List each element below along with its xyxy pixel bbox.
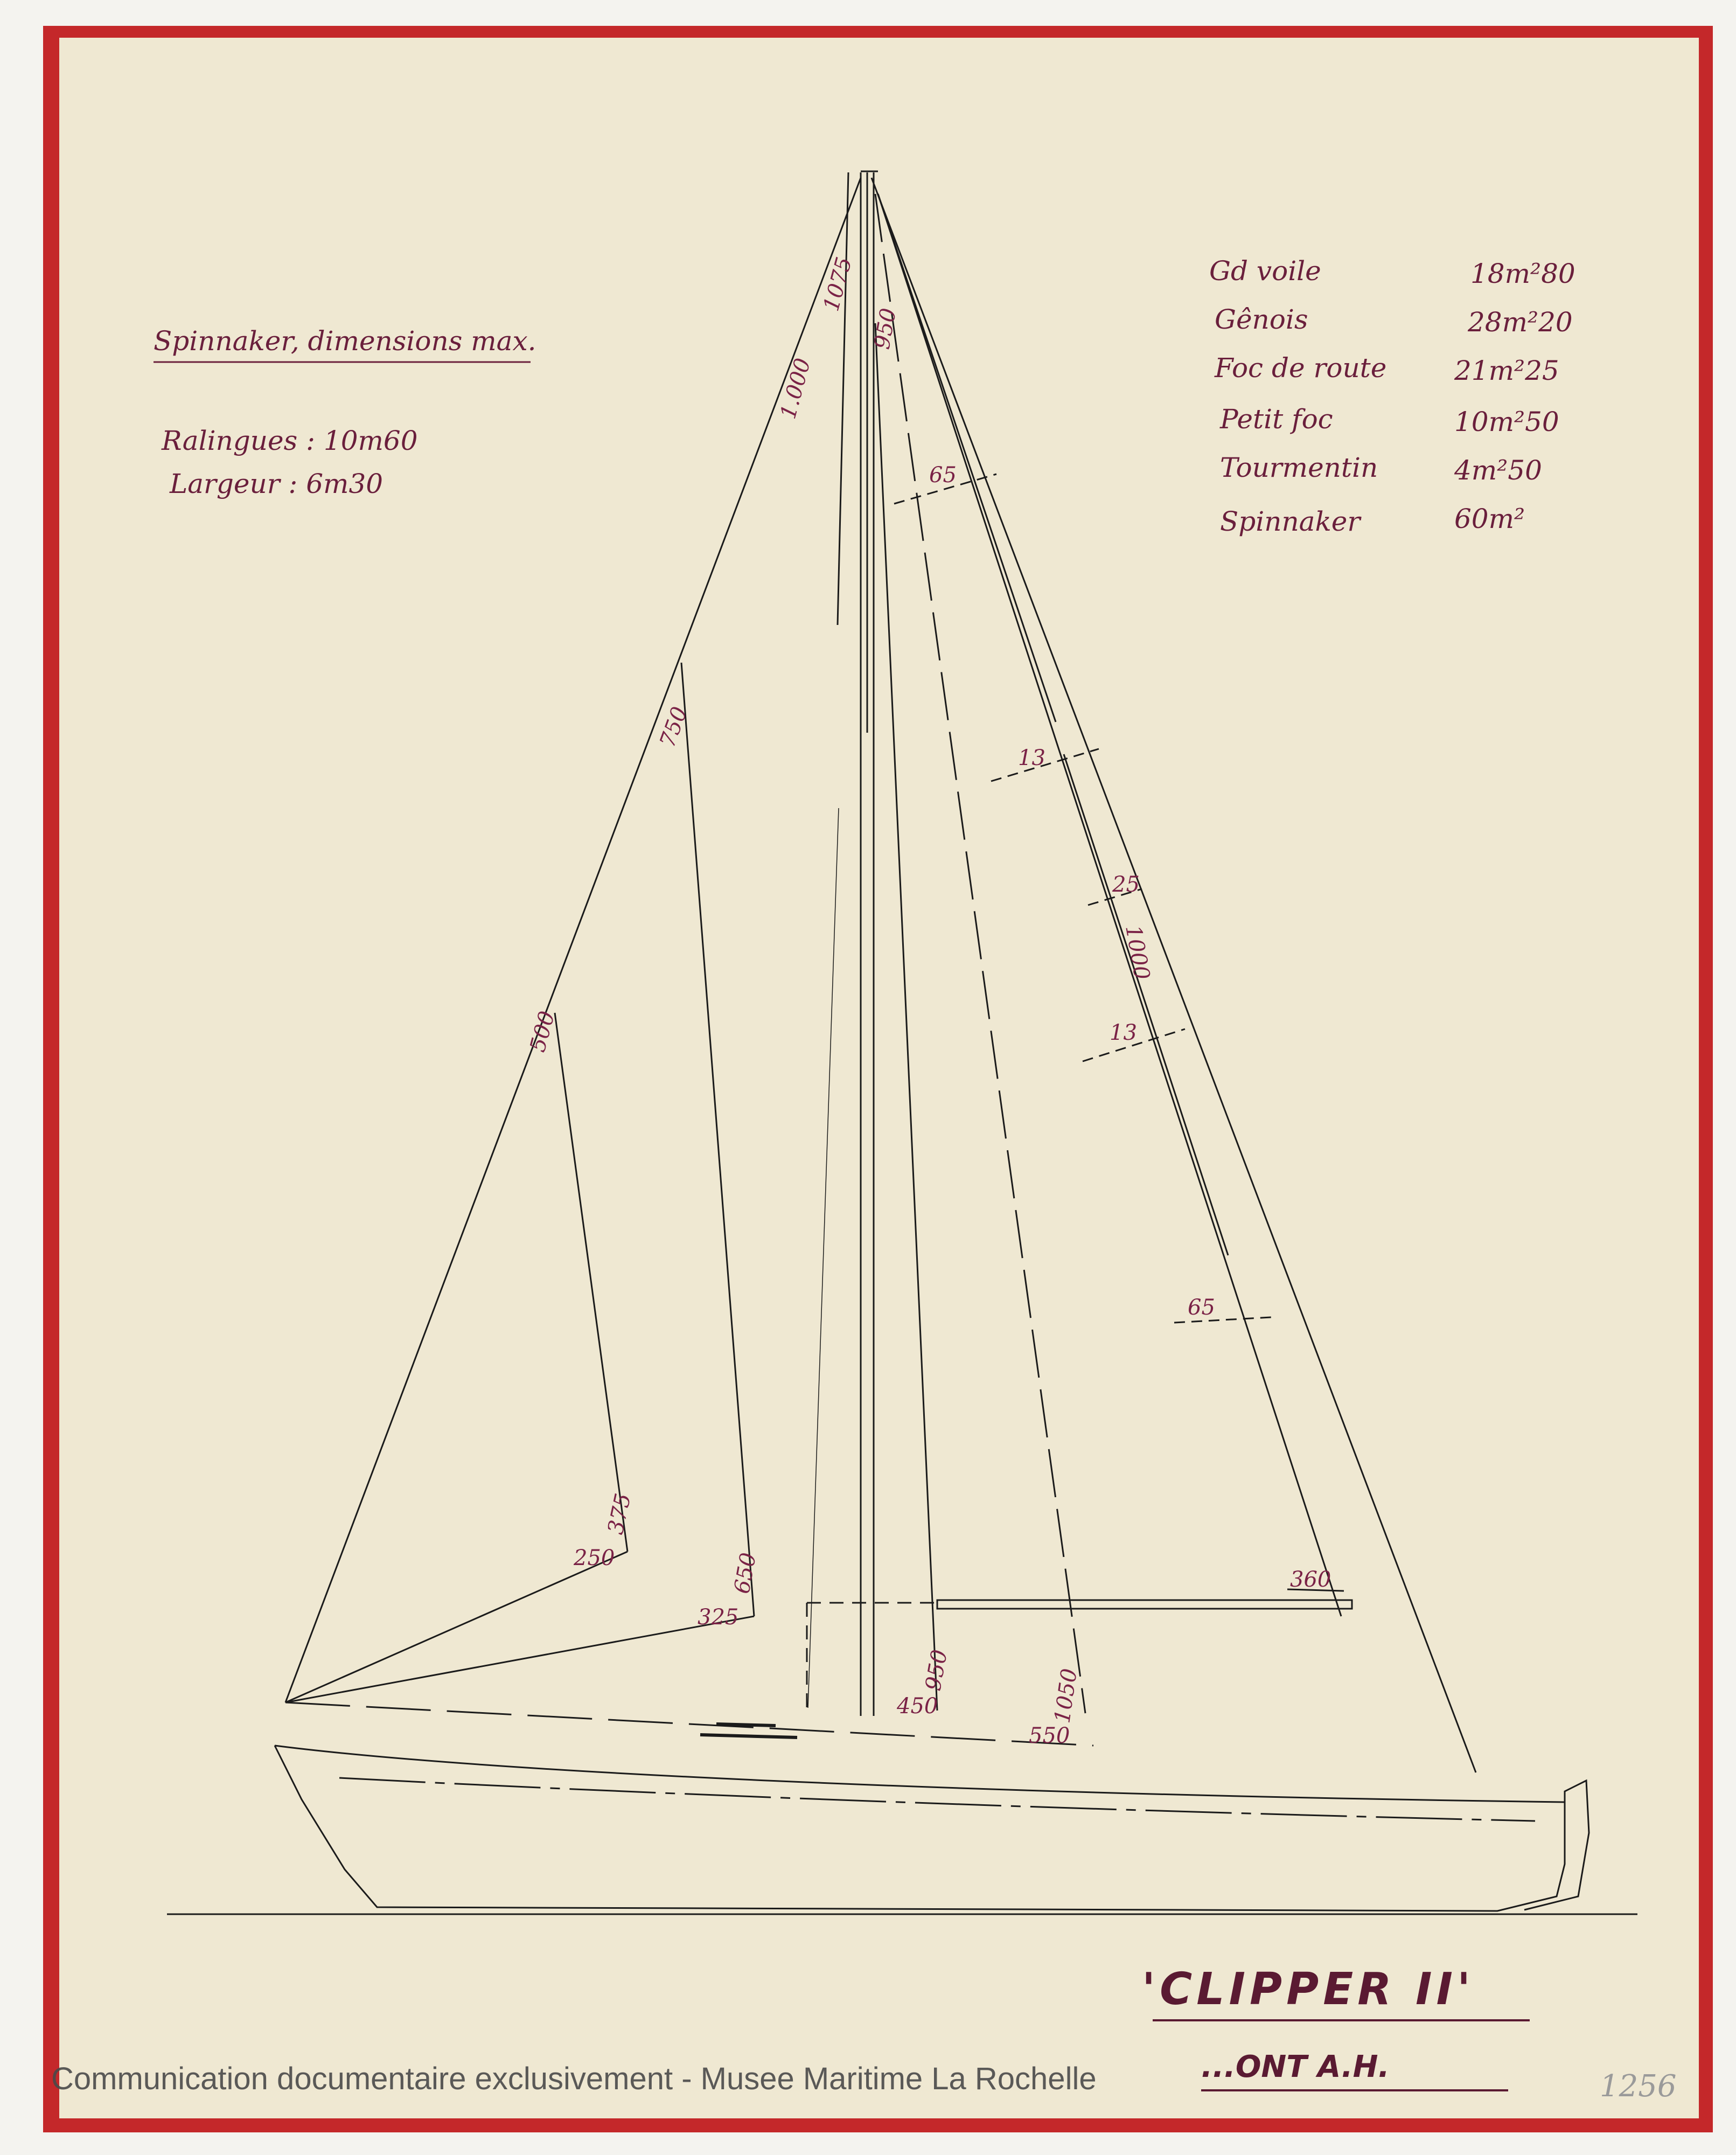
dim-360: 360 — [1290, 1567, 1331, 1592]
dim-325: 325 — [698, 1605, 739, 1630]
sail-area-table — [1209, 255, 1575, 537]
dim-250: 250 — [574, 1546, 615, 1570]
main-foot — [285, 1616, 754, 1702]
mast-inner-2 — [838, 172, 848, 625]
watermark: Communication documentaire exclusivement - Musee Maritime La Rochelle — [51, 2061, 1097, 2096]
dim-750: 750 — [655, 703, 693, 751]
dim-13-a: 13 — [1018, 746, 1045, 770]
sail-area: 60m² — [1454, 503, 1525, 534]
jib-luff — [878, 194, 1056, 722]
sail-area: 4m²50 — [1454, 455, 1542, 486]
dim-65-top: 65 — [929, 463, 957, 488]
dim-1050: 1050 — [1050, 1667, 1083, 1725]
largeur-text: Largeur : 6m30 — [170, 468, 384, 499]
main-leech — [681, 663, 754, 1616]
spinnaker-heading: Spinnaker, dimensions max. — [154, 325, 536, 357]
dim-450: 450 — [897, 1694, 938, 1719]
sheet-track — [700, 1735, 797, 1737]
dim-25: 25 — [1112, 872, 1140, 897]
forestay — [869, 178, 1476, 1772]
genoa-luff — [875, 194, 1085, 1713]
dim-375: 375 — [603, 1491, 636, 1537]
dim-1075: 1075 — [819, 254, 857, 314]
gen-leech — [875, 323, 937, 1711]
boat-name: 'CLIPPER II' — [1142, 1964, 1475, 2015]
dim-500: 500 — [525, 1008, 560, 1055]
sheet-track-2 — [716, 1724, 776, 1726]
dim-65-bottom: 65 — [1188, 1295, 1215, 1320]
boom — [937, 1600, 1352, 1609]
small-leech — [555, 1013, 628, 1552]
hull — [275, 1746, 1589, 1911]
sail-area: 18m²80 — [1470, 258, 1575, 289]
dim-13-b: 13 — [1110, 1020, 1137, 1045]
staysail-leech — [1064, 754, 1228, 1255]
sail-area: 10m²50 — [1454, 406, 1559, 437]
dim-550: 550 — [1029, 1723, 1070, 1748]
small-foot — [285, 1552, 628, 1702]
sail-name: Foc de route — [1215, 352, 1387, 384]
centerline — [808, 808, 839, 1708]
dim-1000: 1000 — [1120, 923, 1155, 982]
dim-950-bottom: 950 — [921, 1647, 953, 1693]
sail-name: Spinnaker — [1220, 506, 1361, 537]
sail-name: Gd voile — [1209, 255, 1321, 287]
sail-name: Tourmentin — [1220, 452, 1378, 483]
sail-area: 21m²25 — [1454, 355, 1559, 386]
sail-name: Petit foc — [1220, 404, 1333, 435]
spinnaker-luff — [285, 178, 861, 1702]
genoa-foot — [285, 1702, 1093, 1746]
dim-950-top: 950 — [869, 306, 902, 351]
designer: ...ONT A.H. — [1201, 2049, 1390, 2084]
dim-650: 650 — [729, 1551, 762, 1596]
sail-name: Gênois — [1215, 304, 1308, 335]
dim-1000-top: 1.000 — [776, 356, 816, 422]
ralingues-text: Ralingues : 10m60 — [162, 425, 418, 456]
archive-number: 1256 — [1600, 2069, 1677, 2104]
sail-area: 28m²20 — [1468, 307, 1573, 338]
